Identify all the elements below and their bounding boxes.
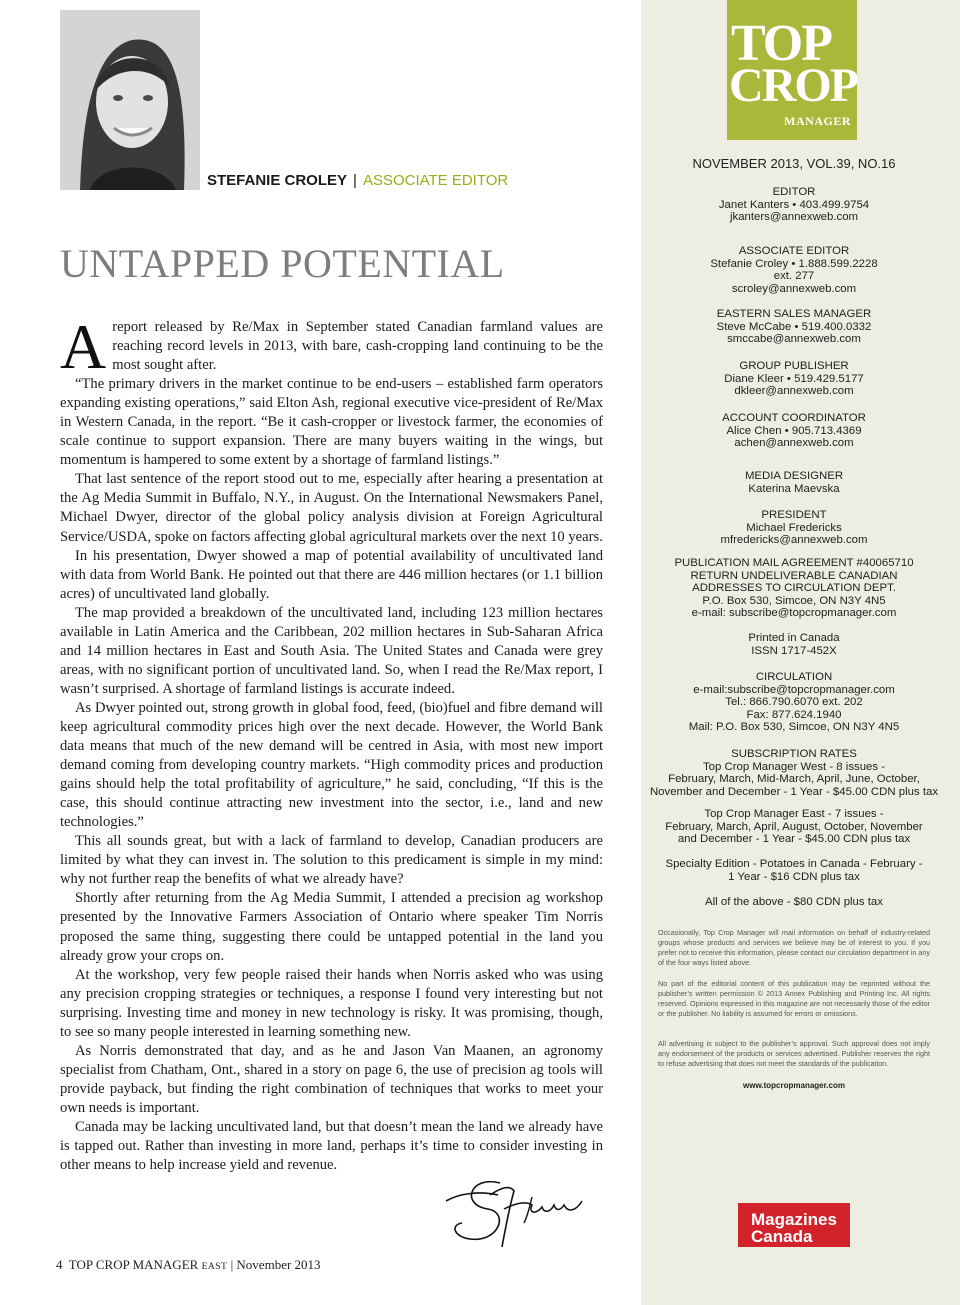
article-headline: UNTAPPED POTENTIAL (60, 241, 505, 286)
masthead-heading: ACCOUNT COORDINATOR (722, 412, 866, 424)
author-name: STEFANIE CROLEY (207, 172, 348, 189)
badge-line-2: Canada (751, 1227, 813, 1246)
footer-publication: TOP CROP MANAGER (68, 1257, 199, 1272)
article-paragraph: In his presentation, Dwyer showed a map of potential availability of uncultivated land with data from World Bank. He pointed out that there are 446 million hectares (or 1.1 billion acres) of uncultivated land globally. (60, 547, 603, 602)
masthead-heading: SUBSCRIPTION RATES (731, 748, 857, 760)
author-role: ASSOCIATE EDITOR (362, 172, 509, 189)
masthead-line: RETURN UNDELIVERABLE CANADIAN (690, 569, 898, 582)
masthead-line: February, March, Mid-March, April, June, October, (668, 773, 920, 786)
masthead-line: November and December - 1 Year - $45.00 CDN plus tax (649, 785, 939, 798)
author-photo (60, 10, 200, 190)
masthead-line[interactable]: scroley@annexweb.com (731, 282, 857, 295)
website-link[interactable]: www.topcropmanager.com (743, 1081, 845, 1090)
article-paragraph: As Norris demonstrated that day, and as he and Jason Van Maanen, an agronomy specialist from Chatham, Ont., shared in a story on page 6, the use of precision ag tools will provide payback, but finding the right combination of techniques that works to meet your own needs is important. (60, 1042, 603, 1116)
badge-line-1: Magazines (751, 1210, 837, 1229)
masthead-line: and December - 1 Year - $45.00 CDN plus tax (677, 833, 911, 846)
masthead-line[interactable]: dkleer@annexweb.com (734, 385, 854, 398)
masthead-line: P.O. Box 530, Simcoe, ON N3Y 4N5 (702, 594, 886, 607)
article-paragraph: Canada may be lacking uncultivated land, but that doesn’t mean the land we already have is tapped out. Rather than investing in more land, perhaps it’s time to consider investing in other means to help increase yield and revenue. (60, 1118, 603, 1174)
byline-separator: | (353, 172, 357, 189)
masthead-line: Alice Chen • 905.713.4369 (726, 424, 862, 437)
masthead-line: 1 Year - $16 CDN plus tax (728, 870, 860, 883)
masthead-line: February, March, April, August, October, November (665, 820, 923, 833)
fine-print-advertising: All advertising is subject to the publisher’s approval. Such approval does not imply any endorsement of the products or services advertised. Publisher reserves the right to refuse advertising that does not meet the standards of the publication. (658, 1039, 930, 1068)
masthead-line: ISSN 1717-452X (751, 644, 837, 657)
masthead-heading: PUBLICATION MAIL AGREEMENT #40065710 (674, 557, 914, 569)
masthead-line: Diane Kleer • 519.429.5177 (724, 372, 864, 385)
masthead-line: Mail: P.O. Box 530, Simcoe, ON N3Y 4N5 (688, 721, 900, 734)
masthead-line: Michael Fredericks (746, 521, 842, 534)
footer-edition: EAST (201, 1262, 228, 1272)
issue-info: NOVEMBER 2013, VOL.39, NO.16 (692, 156, 896, 171)
logo-line-top: TOP (731, 15, 831, 72)
article-paragraph: “The primary drivers in the market continue to be end-users – established farm operators expanding existing operations,” said Elton Ash, regional executive vice-president of Re/Max in Western Canada, in the report. “Be it cash-cropper or livestock farmer, the economies of scale continue to support expansion. There are many buyers waiting in the wings, but momentum is hampered to some extent by a shortage of farmland listings.” (60, 376, 603, 469)
masthead-line[interactable]: jkanters@annexweb.com (729, 211, 859, 224)
masthead-line[interactable]: e-mail:subscribe@topcropmanager.com (693, 683, 895, 696)
masthead-heading: Specialty Edition - Potatoes in Canada - February - (665, 858, 923, 870)
masthead-line: Stefanie Croley • 1.888.599.2228 (710, 257, 878, 270)
masthead-line: Tel.: 866.790.6070 ext. 202 (725, 696, 863, 709)
footer-separator: | (230, 1257, 234, 1272)
fine-print-mailing: Occasionally, Top Crop Manager will mail information on behalf of industry-related groups whose products and services we believe may be of interest to you. If you prefer not to receive this information, please contact our circulation department in any of the four ways listed above. (658, 928, 930, 967)
article-body (60, 311, 603, 1175)
masthead-heading: EDITOR (772, 186, 816, 198)
masthead-heading: All of the above - $80 CDN plus tax (705, 896, 883, 908)
masthead-heading: Printed in Canada (748, 632, 840, 644)
handwritten-signature (440, 1165, 590, 1255)
magazines-canada-logo (738, 1203, 850, 1247)
masthead-line[interactable]: mfredericks@annexweb.com (720, 534, 868, 547)
masthead-heading: GROUP PUBLISHER (739, 360, 849, 372)
masthead-heading: CIRCULATION (755, 671, 833, 683)
top-crop-manager-logo (727, 0, 857, 140)
masthead-heading: ASSOCIATE EDITOR (738, 245, 850, 257)
article-paragraph: As Dwyer pointed out, strong growth in global food, feed, (bio)fuel and fibre demand will keep agricultural commodity prices high over the next decade. However, the World Bank data means that much of the new demand will be centred in Asia, with most new import demand coming from developing country markets. “High commodity prices and production gains should help the total profitability of agriculture,” he said, concluding, “If this is the case, this should continue attracting new investment into the sector, i.e., land and new technologies.” (60, 699, 603, 831)
masthead-sidebar (641, 0, 960, 1305)
article-paragraph: The map provided a breakdown of the uncultivated land, including 123 million hectares available in Latin America and the Caribbean, 202 million hectares in Sub-Saharan Africa and 14 million hectares in East and South Asia. The United States and Canada were grey areas, with no significant portion of uncultivated land. So, when I read the Re/Max report, I wasn’t surprised. A shortage of farmland listings is accurate indeed. (60, 604, 603, 697)
masthead-line[interactable]: achen@annexweb.com (734, 437, 854, 450)
masthead-line: ext. 277 (773, 270, 815, 283)
masthead-line: Fax: 877.624.1940 (746, 708, 842, 721)
article-paragraph: Shortly after returning from the Ag Media Summit, I attended a precision ag workshop presented by the Innovative Farmers Association of Ontario where speaker Tim Norris proposed the same thing, suggesting there could be untapped potential in the land you already grow your crops on. (60, 890, 603, 964)
article-paragraph: At the workshop, very few people raised their hands when Norris asked who was using any precision cropping strategies or techniques, a response I found very interesting but not surprising. Investing time and money in new technology is risky. It was promising, though, to see so many people interested in learning something new. (60, 966, 603, 1040)
article-paragraph: This all sounds great, but with a lack of farmland to develop, Canadian producers are limited by what they can invest in. The solution to this predicament is simple in my mind: why not further reap the benefits of what we already have? (60, 833, 603, 888)
masthead-line[interactable]: smccabe@annexweb.com (727, 333, 861, 346)
footer-date: November 2013 (236, 1257, 321, 1272)
logo-line-manager: MANAGER (784, 114, 851, 128)
masthead-line: Top Crop Manager West - 8 issues - (702, 760, 886, 773)
drop-cap: A (60, 311, 107, 382)
masthead-line: Katerina Maevska (748, 482, 840, 495)
masthead-heading: Top Crop Manager East - 7 issues - (704, 808, 884, 820)
article-paragraph: Areport released by Re/Max in September stated Canadian farmland values are reaching record levels in 2013, with bare, cash-cropping land continuing to be the most sought after. (60, 311, 603, 382)
masthead-heading: PRESIDENT (761, 509, 827, 521)
masthead-heading: EASTERN SALES MANAGER (716, 308, 872, 320)
author-portrait-image (60, 10, 200, 190)
masthead-line[interactable]: e-mail: subscribe@topcropmanager.com (691, 607, 897, 620)
logo-line-crop: CROP (729, 59, 857, 112)
article-paragraph: That last sentence of the report stood out to me, especially after hearing a presentation at the Ag Media Summit in Buffalo, N.Y., in August. On the International Newsmakers Panel, Michael Dwyer, director of the global policy analysis division at Foreign Agricultural Service/USDA, spoke on factors affecting global agricultural markets over the next 10 years. (60, 471, 603, 545)
page-footer (56, 1257, 321, 1273)
masthead-heading: MEDIA DESIGNER (744, 470, 844, 482)
masthead-line: Steve McCabe • 519.400.0332 (716, 320, 872, 333)
author-byline (207, 172, 508, 189)
masthead-line: ADDRESSES TO CIRCULATION DEPT. (692, 582, 896, 595)
page-number: 4 (56, 1257, 63, 1272)
fine-print-copyright: No part of the editorial content of this publication may be reprinted without the publisher’s written permission © 2013 Annex Publishing and Printing Inc. All rights reserved. Opinions expressed in this magazine are not necessarily those of the editor or the publisher. No liability is assumed for errors or omissions. (658, 979, 930, 1018)
masthead-line: Janet Kanters • 403.499.9754 (718, 198, 870, 211)
